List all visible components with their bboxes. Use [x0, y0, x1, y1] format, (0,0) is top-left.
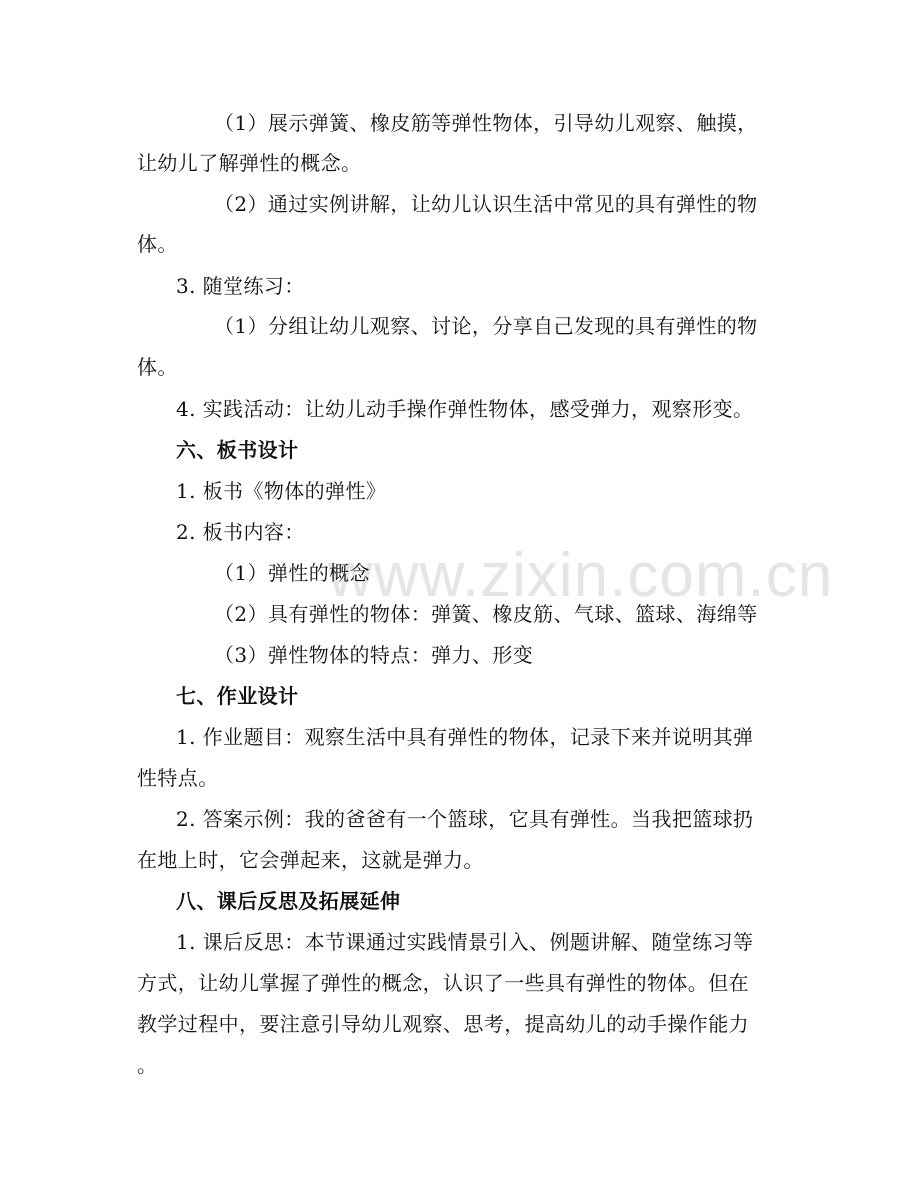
- section-heading: 八、课后反思及拓展延伸: [176, 889, 401, 913]
- paragraph-line: 1. 课后反思：本节课通过实践情景引入、例题讲解、随堂练习等: [176, 930, 754, 954]
- paragraph-line: 体。: [137, 232, 178, 256]
- paragraph-line: （2）具有弹性的物体：弹簧、橡皮筋、气球、篮球、海绵等: [214, 602, 758, 626]
- paragraph-line: 让幼儿了解弹性的概念。: [137, 151, 362, 175]
- paragraph-line: 教学过程中，要注意引导幼儿观察、思考，提高幼儿的动手操作能力: [137, 1012, 749, 1036]
- paragraph-line: （1）弹性的概念: [214, 561, 370, 585]
- paragraph-line: 2. 板书内容：: [176, 520, 305, 544]
- section-heading: 六、板书设计: [176, 438, 299, 462]
- paragraph-line: 在地上时，它会弹起来，这就是弹力。: [137, 848, 484, 872]
- paragraph-line: 性特点。: [137, 766, 219, 790]
- paragraph-line: （3）弹性物体的特点：弹力、形变: [214, 643, 534, 667]
- paragraph-line: （2）通过实例讲解，让幼儿认识生活中常见的具有弹性的物: [214, 192, 758, 216]
- paragraph-line: 1. 板书《物体的弹性》: [176, 479, 387, 503]
- section-heading: 七、作业设计: [176, 684, 299, 708]
- paragraph-line: 3. 随堂练习：: [176, 274, 305, 298]
- paragraph-line: 4. 实践活动：让幼儿动手操作弹性物体，感受弹力，观察形变。: [176, 397, 754, 421]
- paragraph-line: 体。: [137, 355, 178, 379]
- watermark: www.zixin.com.cn: [328, 541, 834, 610]
- paragraph-line: 。: [137, 1053, 158, 1077]
- paragraph-line: 1. 作业题目：观察生活中具有弹性的物体，记录下来并说明其弹: [176, 725, 754, 749]
- paragraph-line: 2. 答案示例：我的爸爸有一个篮球，它具有弹性。当我把篮球扔: [176, 807, 754, 831]
- paragraph-line: （1）分组让幼儿观察、讨论，分享自己发现的具有弹性的物: [214, 314, 758, 338]
- paragraph-line: （1）展示弹簧、橡皮筋等弹性物体，引导幼儿观察、触摸，: [214, 111, 758, 135]
- paragraph-line: 方式，让幼儿掌握了弹性的概念，认识了一些具有弹性的物体。但在: [137, 971, 749, 995]
